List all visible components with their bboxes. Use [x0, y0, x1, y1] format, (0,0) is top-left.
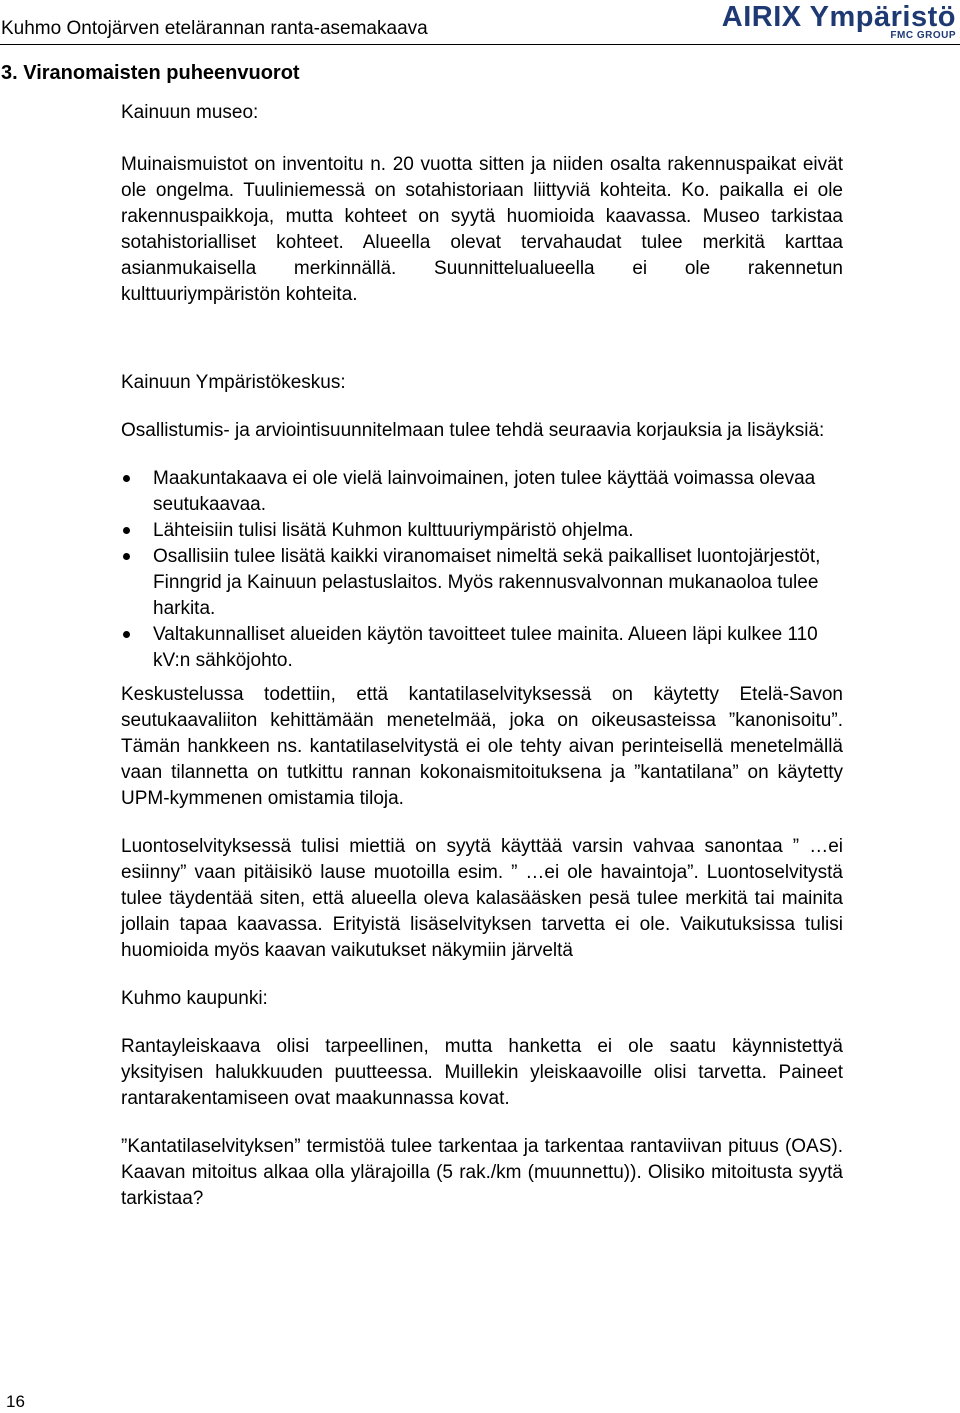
logo-main-text: AIRIX Ympäristö	[721, 1, 956, 33]
kaupunki-label: Kuhmo kaupunki:	[121, 988, 268, 1009]
page-header	[0, 0, 960, 45]
list-item: Lähteisiin tulisi lisätä Kuhmon kulttuuriympäristö ohjelma.	[121, 518, 843, 544]
luontoselvitys-paragraph: Luontoselvityksessä tulisi miettiä on syytä käyttää varsin vahvaa sanontaa ” …ei esiinny” vaan pitäisikö lause muotoilla esim. ” …ei ole havaintoja”. Luontoselvitystä tulee täydentää siten, että alueella oleva kalasääsken pesä tulee merkitä tai mainita jollain tapaa kaavassa. Erityistä lisäselvityksen tarvetta ei ole. Vaikutuksissa tulisi huomioida myös kaavan vaikutukset näkymiin järveltä	[121, 836, 843, 961]
logo-sub-text: FMC GROUP	[890, 30, 956, 41]
section-heading: 3. Viranomaisten puheenvuorot	[1, 62, 300, 84]
page-number: 16	[6, 1392, 25, 1411]
list-item: Valtakunnalliset alueiden käytön tavoitteet tulee mainita. Alueen läpi kulkee 110 kV:n sähköjohto.	[121, 622, 843, 674]
company-logo	[722, 2, 956, 41]
document-body	[121, 100, 843, 1212]
kaupunki-paragraph-1: Rantayleiskaava olisi tarpeellinen, mutta hanketta ei ole saatu käynnistettyä yksityisen halukkuuden puutteessa. Muillekin yleiskaavoille olisi tarvetta. Paineet rantarakentamiseen ovat maakunnassa kovat.	[121, 1036, 843, 1109]
ymparistokeskus-intro: Osallistumis- ja arviointisuunnitelmaan tulee tehdä seuraavia korjauksia ja lisäyksiä:	[121, 420, 825, 441]
museo-paragraph: Muinaismuistot on inventoitu n. 20 vuotta sitten ja niiden osalta rakennuspaikat eivät ole ongelma. Tuuliniemessä on sotahistoriaan liittyviä kohteita. Ko. paikalla ei ole rakennuspaikkoja, mutta kohteet on syytä huomioida kaavassa. Museo tarkistaa sotahistorialliset kohteet. Alueella olevat tervahaudat tulee merkitä karttaa asianmukaisella merkinnällä. Suunnittelualueella ei ole rakennetun kulttuuriympäristön kohteita.	[121, 154, 843, 305]
list-item: Osallisiin tulee lisätä kaikki viranomaiset nimeltä sekä paikalliset luontojärjestöt, Finngrid ja Kainuun pelastuslaitos. Myös rakennusvalvonnan mukanaoloa tulee harkita.	[121, 544, 843, 622]
list-item: Maakuntakaava ei ole vielä lainvoimainen, joten tulee käyttää voimassa olevaa seutukaavaa.	[121, 466, 843, 518]
document-title: Kuhmo Ontojärven etelärannan ranta-asemakaava	[1, 18, 428, 39]
kaupunki-paragraph-2: ”Kantatilaselvityksen” termistöä tulee tarkentaa ja tarkentaa rantaviivan pituus (OAS). Kaavan mitoitus alkaa olla ylärajoilla (5 rak./km (muunnettu)). Olisiko mitoitusta syytä tarkistaa?	[121, 1136, 843, 1209]
museo-label: Kainuun museo:	[121, 102, 259, 123]
ymparistokeskus-label: Kainuun Ympäristökeskus:	[121, 372, 346, 393]
corrections-list	[121, 466, 843, 674]
keskustelu-paragraph: Keskustelussa todettiin, että kantatilaselvityksessä on käytetty Etelä-Savon seutukaavaliiton kehittämään menetelmää, joka on oikeusasteissa ”kanonisoitu”. Tämän hankkeen ns. kantatilaselvitystä ei ole tehty aivan perinteisellä menetelmällä vaan tilannetta on tutkittu rannan kokonaismitoituksena ja ”kantatilana” on käytetty UPM-kymmenen omistamia tiloja.	[121, 684, 843, 809]
